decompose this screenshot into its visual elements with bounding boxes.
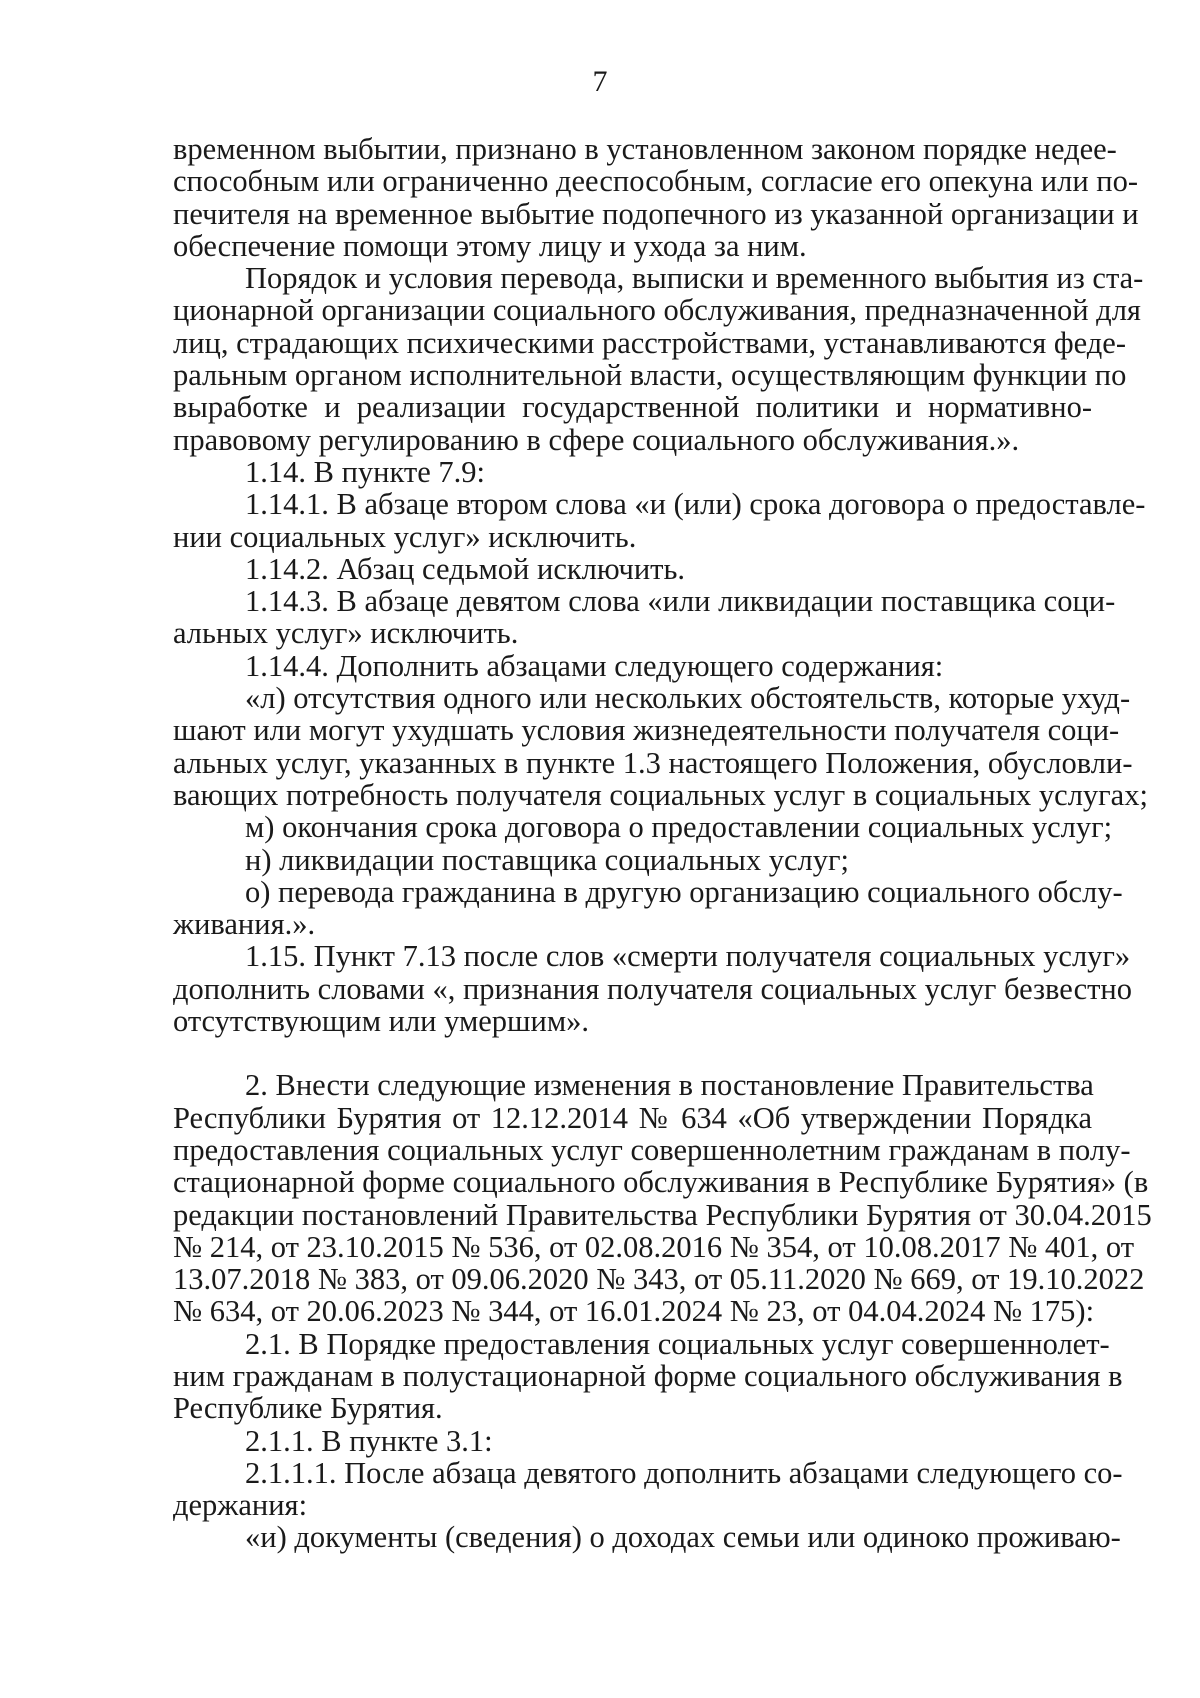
- text-line: 1.14.3. В абзаце девятом слова «или ликвидации поставщика соци-: [245, 584, 1116, 619]
- text-line: 1.14.4. Дополнить абзацами следующего содержания:: [245, 648, 944, 683]
- paragraph-1-14-2: [173, 553, 1092, 585]
- text-line: дополнить словами «, признания получателя социальных услуг безвестно: [173, 971, 1133, 1006]
- text-line: отсутствующим или умершим».: [173, 1004, 590, 1039]
- text-line: предоставления социальных услуг совершеннолетним гражданам в полу-: [173, 1132, 1131, 1167]
- text-line: вающих потребность получателя социальных услуг в социальных услугах;: [173, 777, 1148, 812]
- paragraph-2-1: [173, 1326, 1123, 1426]
- paragraph-2: [173, 1068, 1152, 1329]
- text-line: 2.1.1. В пункте 3.1:: [245, 1423, 493, 1458]
- text-line: альных услуг, указанных в пункте 1.3 настоящего Положения, обусловли-: [173, 745, 1133, 780]
- text-line: способным или ограниченно дееспособным, согласие его опекуна или по-: [173, 164, 1139, 199]
- paragraph-continuation: [173, 132, 1139, 263]
- text-line: лиц, страдающих психическими расстройствами, устанавливаются феде-: [173, 325, 1126, 360]
- paragraph-1-14-1: [173, 487, 1146, 554]
- text-line: шают или могут ухудшать условия жизнедеятельности получателя соци-: [173, 713, 1120, 748]
- text-line: Республики Бурятия от 12.12.2014 № 634 «Об утверждении Порядка: [173, 1100, 1092, 1135]
- text-line: стационарной форме социального обслуживания в Республике Бурятия» (в: [173, 1165, 1149, 1200]
- text-line: Республике Бурятия.: [173, 1391, 443, 1426]
- text-line: № 214, от 23.10.2015 № 536, от 02.08.2016 № 354, от 10.08.2017 № 401, от: [173, 1229, 1135, 1264]
- page-number: 7: [592, 65, 608, 98]
- text-line: 13.07.2018 № 383, от 09.06.2020 № 343, от 05.11.2020 № 669, от 19.10.2022: [173, 1262, 1145, 1297]
- text-line: 2.1.1.1. После абзаца девятого дополнить абзацами следующего со-: [245, 1455, 1123, 1490]
- text-line: м) окончания срока договора о предоставлении социальных услуг;: [245, 810, 1113, 845]
- text-line: живания.».: [173, 907, 316, 942]
- paragraph-item-m: [173, 810, 1113, 845]
- paragraph-1-14-4: [173, 650, 1092, 682]
- text-line: ним гражданам в полустационарной форме социального обслуживания в: [173, 1358, 1123, 1393]
- paragraph-transfer-order: [173, 261, 1144, 457]
- text-line: 1.14.1. В абзаце втором слова «и (или) срока договора о предоставле-: [245, 487, 1146, 522]
- text-line: ционарной организации социального обслуживания, предназначенной для: [173, 293, 1141, 328]
- text-line: правовому регулированию в сфере социального обслуживания.».: [173, 422, 1020, 457]
- paragraph-1-14: [173, 456, 1092, 488]
- text-line: печителя на временное выбытие подопечного из указанной организации и: [173, 196, 1139, 231]
- text-line: альных услуг» исключить.: [173, 616, 519, 651]
- paragraph-item-l: [173, 681, 1148, 812]
- text-line: н) ликвидации поставщика социальных услуг;: [245, 842, 849, 877]
- text-line: временном выбытии, признано в установленном законом порядке недее-: [173, 132, 1117, 166]
- text-line: редакции постановлений Правительства Республики Бурятия от 30.04.2015: [173, 1197, 1152, 1232]
- paragraph-item-i: [173, 1520, 1121, 1555]
- text-line: 2.1. В Порядке предоставления социальных услуг совершеннолет-: [245, 1326, 1110, 1361]
- paragraph-item-n: [173, 844, 1092, 876]
- paragraph-1-14-3: [173, 584, 1116, 651]
- text-line: № 634, от 20.06.2023 № 344, от 16.01.2024 № 23, от 04.04.2024 № 175):: [173, 1294, 1095, 1329]
- text-line: Порядок и условия перевода, выписки и временного выбытия из ста-: [245, 261, 1144, 296]
- text-line: 1.15. Пункт 7.13 после слов «смерти получателя социальных услуг»: [245, 939, 1131, 974]
- text-line: держания:: [173, 1488, 308, 1523]
- text-line: «л) отсутствия одного или нескольких обстоятельств, которые ухуд-: [245, 681, 1131, 716]
- paragraph-item-o: [173, 874, 1123, 942]
- paragraph-gap: [173, 1037, 1092, 1069]
- text-line: 1.14.2. Абзац седьмой исключить.: [245, 551, 686, 586]
- text-line: «и) документы (сведения) о доходах семьи или одиноко проживаю-: [245, 1520, 1121, 1555]
- text-line: о) перевода гражданина в другую организацию социального обслу-: [245, 874, 1123, 909]
- document-body: [173, 132, 1152, 1555]
- paragraph-1-15: [173, 939, 1133, 1039]
- text-line: 1.14. В пункте 7.9:: [245, 454, 485, 489]
- text-line: нии социальных услуг» исключить.: [173, 519, 637, 554]
- paragraph-2-1-1-1: [173, 1455, 1123, 1523]
- text-line: обеспечение помощи этому лицу и ухода за ним.: [173, 228, 807, 263]
- text-line: 2. Внести следующие изменения в постановление Правительства: [245, 1068, 1094, 1103]
- text-line: выработке и реализации государственной политики и нормативно-: [173, 390, 1092, 425]
- text-line: ральным органом исполнительной власти, осуществляющим функции по: [173, 358, 1127, 393]
- paragraph-2-1-1: [173, 1425, 1092, 1457]
